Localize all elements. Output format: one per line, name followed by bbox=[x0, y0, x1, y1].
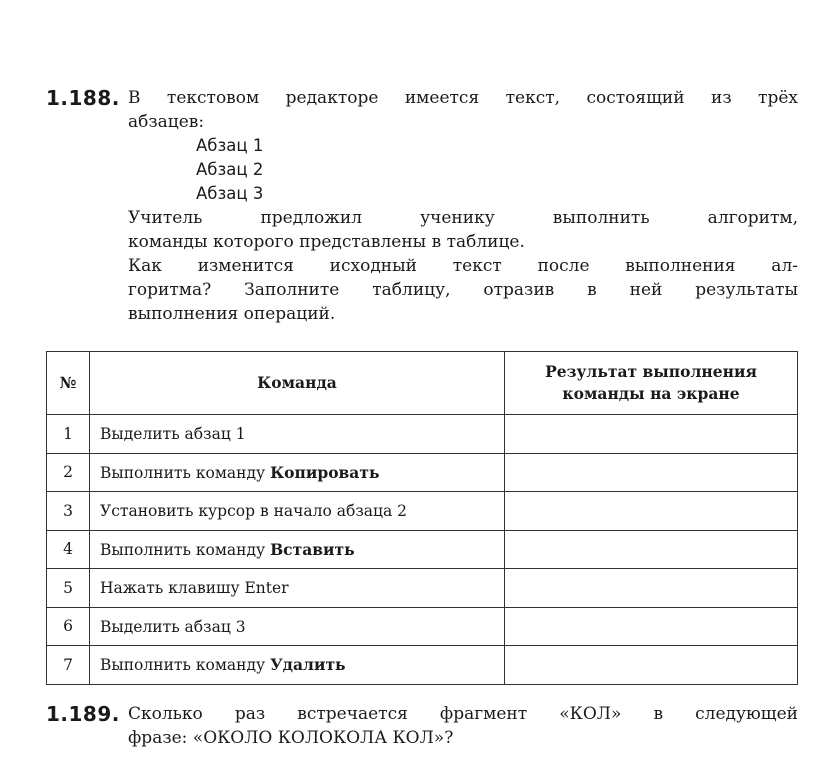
problem-1-189 bbox=[46, 702, 798, 750]
row-number: 7 bbox=[47, 646, 90, 685]
paragraph-1-label: Абзац 1 bbox=[196, 136, 264, 155]
table-header-row bbox=[47, 352, 798, 415]
problem-1-188 bbox=[46, 86, 798, 326]
row-command bbox=[90, 646, 505, 685]
command-text: Выделить абзац 1 bbox=[100, 425, 246, 444]
question-line: горитма? Заполните таблицу, отразив в ней результаты bbox=[128, 280, 798, 300]
question-line: Как изменится исходный текст после выполнения ал- bbox=[128, 256, 798, 276]
row-result-cell[interactable] bbox=[505, 415, 798, 454]
commands-table bbox=[46, 351, 798, 685]
paragraph-3-label: Абзац 3 bbox=[196, 184, 264, 203]
command-text: Нажать клавишу Enter bbox=[100, 579, 289, 598]
row-command bbox=[90, 415, 505, 454]
row-result-cell[interactable] bbox=[505, 453, 798, 492]
row-command bbox=[90, 530, 505, 569]
row-result-cell[interactable] bbox=[505, 530, 798, 569]
problem-line: Сколько раз встречается фрагмент «КОЛ» в следующей bbox=[128, 704, 798, 724]
problem-text bbox=[128, 86, 798, 326]
problem-line: фразе: «ОКОЛО КОЛОКОЛА КОЛ»? bbox=[128, 728, 454, 748]
command-name: Удалить bbox=[270, 655, 346, 675]
row-number: 4 bbox=[47, 530, 90, 569]
row-number: 1 bbox=[47, 415, 90, 454]
header-result: Результат выполнения команды на экране bbox=[505, 352, 798, 415]
table-row bbox=[47, 453, 798, 492]
table-row bbox=[47, 415, 798, 454]
command-text: Выполнить команду bbox=[100, 540, 271, 559]
row-result-cell[interactable] bbox=[505, 646, 798, 685]
command-text: Установить курсор в начало абзаца 2 bbox=[100, 502, 408, 521]
table-row bbox=[47, 569, 798, 608]
row-result-cell[interactable] bbox=[505, 492, 798, 531]
problem-line: В текстовом редакторе имеется текст, состоящий из трёх bbox=[128, 88, 798, 108]
row-number: 6 bbox=[47, 607, 90, 646]
table-row bbox=[47, 492, 798, 531]
task-line: Учитель предложил ученику выполнить алгоритм, bbox=[128, 208, 798, 228]
command-text: Выделить абзац 3 bbox=[100, 617, 246, 636]
problem-number: 1.189. bbox=[46, 702, 120, 726]
row-command bbox=[90, 453, 505, 492]
problem-text bbox=[128, 702, 798, 750]
command-name: Копировать bbox=[270, 462, 380, 482]
row-result-cell[interactable] bbox=[505, 569, 798, 608]
row-number: 3 bbox=[47, 492, 90, 531]
row-number: 5 bbox=[47, 569, 90, 608]
question-line: выполнения операций. bbox=[128, 304, 336, 324]
task-line: команды которого представлены в таблице. bbox=[128, 232, 525, 252]
row-number: 2 bbox=[47, 453, 90, 492]
row-command bbox=[90, 569, 505, 608]
table-row bbox=[47, 530, 798, 569]
row-command bbox=[90, 492, 505, 531]
table-row bbox=[47, 646, 798, 685]
table-row bbox=[47, 607, 798, 646]
row-command bbox=[90, 607, 505, 646]
command-text: Выполнить команду bbox=[100, 656, 271, 675]
header-number: № bbox=[47, 352, 90, 415]
problem-number: 1.188. bbox=[46, 86, 120, 110]
command-text: Выполнить команду bbox=[100, 463, 271, 482]
problem-line: абзацев: bbox=[128, 112, 205, 132]
header-command: Команда bbox=[90, 352, 505, 415]
paragraph-2-label: Абзац 2 bbox=[196, 160, 264, 179]
row-result-cell[interactable] bbox=[505, 607, 798, 646]
command-name: Вставить bbox=[270, 539, 355, 559]
